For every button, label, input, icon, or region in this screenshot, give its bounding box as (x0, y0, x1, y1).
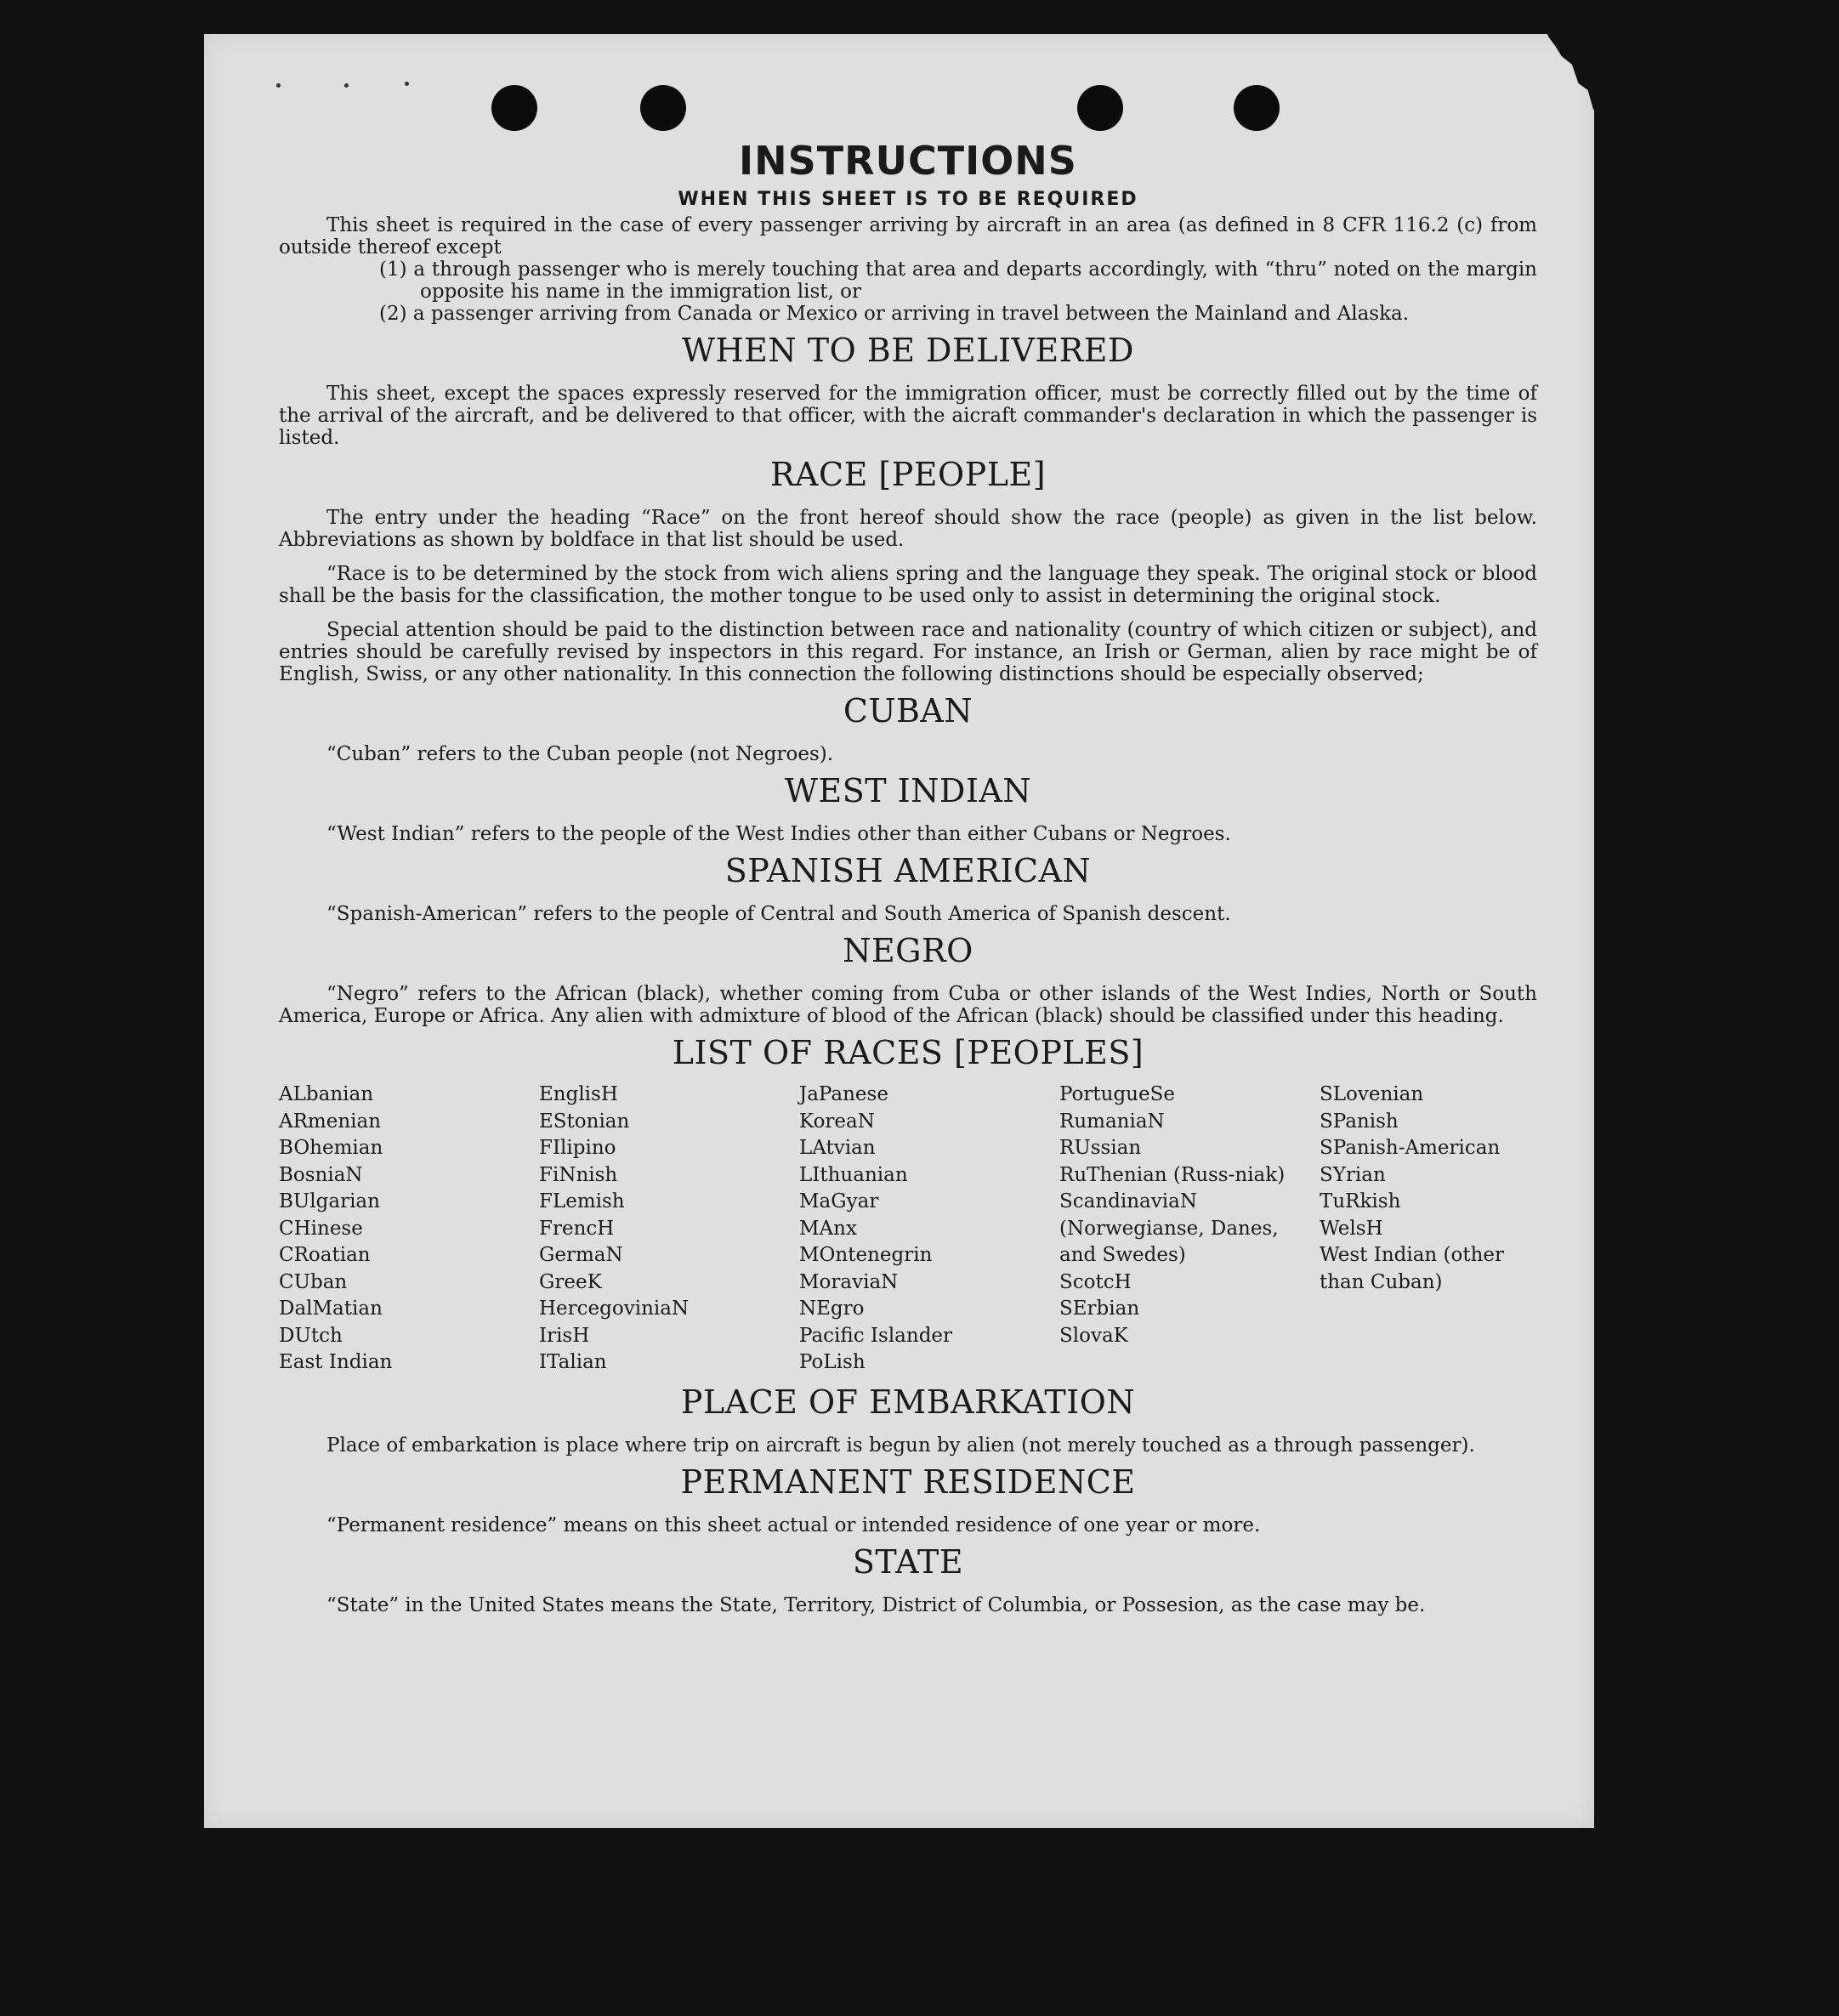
spanish-american-paragraph: “Spanish-American” refers to the people of Central and South America of Spanish descent. (326, 903, 1231, 925)
race-item: GermaN (539, 1244, 623, 1266)
race-item: MOntenegrin (799, 1244, 933, 1266)
race-item: NEgro (799, 1298, 865, 1320)
race-item: MaGyar (799, 1190, 879, 1212)
race-item: SPanish-American (1320, 1137, 1501, 1159)
race-item: SPanish (1320, 1110, 1399, 1133)
race-item: PortugueSe (1059, 1083, 1175, 1105)
intro-paragraph: This sheet is required in the case of every passenger arriving by aircraft in an area (as defined in 8 CFR 116.2 (c) from outside thereof except (279, 214, 1537, 258)
section-heading-delivered: WHEN TO BE DELIVERED (681, 332, 1135, 369)
race-item: BosniaN (279, 1163, 363, 1186)
punch-hole-1 (491, 85, 537, 131)
race-item: SLovenian (1320, 1083, 1424, 1105)
section-heading-cuban: CUBAN (843, 692, 973, 730)
exception-item: (2) a passenger arriving from Canada or Mexico or arriving in travel between the Mainland and Alaska. (379, 303, 1410, 325)
speck (405, 82, 409, 86)
race-paragraph-3: Special attention should be paid to the distinction between race and nationality (country of which citizen or subject), and entries should be carefully revised by inspectors in this regard. For instance, an Irish or German, alien by race might be of English, Swiss, or any other nationality. In this connection the following distinctions should be especially observed; (279, 619, 1537, 685)
section-heading-state: STATE (852, 1542, 964, 1581)
race-column-1 (279, 1082, 539, 1377)
race-paragraph-2: “Race is to be determined by the stock from wich aliens spring and the language they speak. The original stock or blood shall be the basis for the classification, the mother tongue to be used only to assist in determining the original stock. (279, 563, 1537, 607)
race-item: KoreaN (799, 1110, 875, 1133)
state-paragraph: “State” in the United States means the State, Territory, District of Columbia, or Possesion, as the case may be. (326, 1593, 1426, 1616)
race-item: ITalian (539, 1351, 607, 1373)
race-item: BUlgarian (279, 1190, 380, 1212)
race-item: Pacific Islander (799, 1324, 953, 1347)
exceptions-list (379, 258, 1537, 325)
race-item: CRoatian (279, 1244, 371, 1266)
race-item: West Indian (other than Cuban) (1320, 1244, 1505, 1293)
race-paragraph-1: The entry under the heading “Race” on the front hereof should show the race (people) as given in the list below. Abbreviations as shown by boldface in that list should be used. (279, 507, 1537, 551)
race-column-2 (539, 1082, 799, 1377)
speck (276, 83, 281, 88)
race-item: WelsH (1320, 1217, 1383, 1240)
exception-item: (1) a through passenger who is merely touching that area and departs accordingly, with “thru” noted on the margin opposite his name in the immigration list, or (379, 258, 1537, 303)
section-heading-race-list: LIST OF RACES [PEOPLES] (672, 1034, 1144, 1071)
section-heading-race: RACE [PEOPLE] (769, 456, 1047, 493)
race-item: EnglisH (539, 1083, 618, 1105)
race-item: ScandinaviaN (Norwegianse, Danes, and Swedes) (1059, 1190, 1279, 1266)
section-heading-spanish-american: SPANISH AMERICAN (724, 852, 1092, 889)
race-item: CUban (279, 1270, 348, 1293)
race-item: HercegoviniaN (539, 1298, 690, 1320)
embarkation-paragraph: Place of embarkation is place where trip on aircraft is begun by alien (not merely touched as a through passenger). (326, 1434, 1475, 1457)
negro-paragraph: “Negro” refers to the African (black), whether coming from Cuba or other islands of the West Indies, North or South America, Europe or Africa. Any alien with admixture of blood of the African (black) should be classified under this heading. (279, 983, 1537, 1027)
race-item: FIlipino (539, 1137, 616, 1159)
residence-paragraph: “Permanent residence” means on this sheet actual or intended residence of one year or more. (326, 1513, 1261, 1536)
race-item: RuThenian (Russ-niak) (1059, 1163, 1286, 1186)
race-item: FrencH (539, 1217, 615, 1240)
instructions-content (279, 136, 1537, 1616)
page-title: INSTRUCTIONS (739, 138, 1077, 184)
race-column-4 (1059, 1082, 1320, 1377)
race-item: BOhemian (279, 1137, 383, 1159)
race-column-5 (1320, 1082, 1537, 1377)
race-item: EStonian (539, 1110, 630, 1133)
race-item: RUssian (1059, 1137, 1142, 1159)
race-item: SYrian (1320, 1163, 1386, 1186)
race-item: PoLish (799, 1351, 866, 1373)
section-heading-west-indian: WEST INDIAN (784, 772, 1032, 809)
race-item: FiNnish (539, 1163, 618, 1186)
race-item: DalMatian (279, 1298, 383, 1320)
race-column-3 (799, 1082, 1059, 1377)
race-item: GreeK (539, 1270, 602, 1293)
section-heading-negro: NEGRO (843, 932, 973, 969)
race-item: LAtvian (799, 1137, 876, 1159)
race-item: FLemish (539, 1190, 625, 1212)
race-item: JaPanese (799, 1083, 888, 1105)
punch-hole-2 (640, 85, 686, 131)
race-list-grid (279, 1082, 1537, 1377)
race-item: ALbanian (279, 1083, 374, 1105)
punch-hole-3 (1077, 85, 1123, 131)
race-item: IrisH (539, 1324, 590, 1347)
race-item: MAnx (799, 1217, 857, 1240)
speck (344, 83, 349, 88)
race-item: SErbian (1059, 1298, 1140, 1320)
race-item: ARmenian (279, 1110, 382, 1133)
race-item: ScotcH (1059, 1270, 1132, 1293)
race-item: East Indian (279, 1351, 393, 1373)
race-item: DUtch (279, 1324, 343, 1347)
cuban-paragraph: “Cuban” refers to the Cuban people (not Negroes). (326, 743, 834, 765)
punch-hole-4 (1234, 85, 1280, 131)
west-indian-paragraph: “West Indian” refers to the people of the West Indies other than either Cubans or Negroes. (326, 823, 1231, 845)
race-item: CHinese (279, 1217, 363, 1240)
page-subtitle: WHEN THIS SHEET IS TO BE REQUIRED (678, 189, 1138, 210)
race-item: TuRkish (1320, 1190, 1401, 1212)
race-item: LIthuanian (799, 1163, 908, 1186)
section-heading-residence: PERMANENT RESIDENCE (680, 1462, 1136, 1501)
race-item: RumaniaN (1059, 1110, 1165, 1133)
race-item: MoraviaN (799, 1270, 899, 1293)
race-item: SlovaK (1059, 1324, 1128, 1347)
delivered-paragraph: This sheet, except the spaces expressly reserved for the immigration officer, must be correctly filled out by the time of the arrival of the aircraft, and be delivered to that officer, with the aicraft commander's declaration in which the passenger is listed. (279, 383, 1537, 449)
section-heading-embarkation: PLACE OF EMBARKATION (680, 1383, 1136, 1421)
